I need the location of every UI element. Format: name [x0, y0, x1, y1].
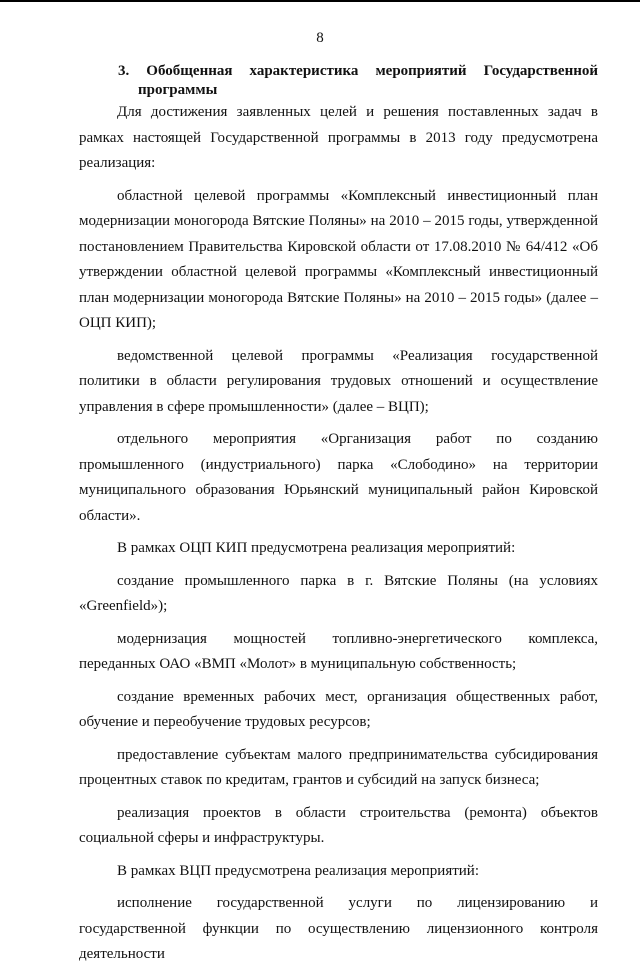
paragraph-kip-measures-intro: В рамках ОЦП КИП предусмотрена реализация мероприятий: [117, 540, 516, 556]
section-heading [118, 62, 598, 100]
page-number: 8 [316, 30, 324, 46]
paragraph-social-infrastructure: реализация проектов в области строительства (ремонта) объектов социальной сферы и инфраструктуры. [79, 804, 598, 846]
paragraph-small-business-support: предоставление субъектам малого предпринимательства субсидирования процентных ставок по кредитам, грантов и субсидий на запуск бизнеса; [79, 746, 598, 788]
document-body [79, 100, 598, 975]
paragraph-program-kip: областной целевой программы «Комплексный инвестиционный план модернизации моногорода Вятские Поляны» на 2010 – 2015 годы, утвержденной постановлением Правительства Кировской области от 17.08.2010 № 64/412 «Об утверждении областной целевой программы «Комплексный инвестиционный план модернизации моногорода Вятские Поляны» на 2010 – 2015 годы» (далее – ОЦП КИП); [79, 187, 598, 331]
paragraph-energy-modernization: модернизация мощностей топливно-энергетического комплекса, переданных ОАО «ВМП «Молот» в муниципальную собственность; [79, 630, 598, 672]
section-heading-line-1: 3. Обобщенная характеристика мероприятий Государственной [118, 63, 598, 79]
paragraph-program-vcp: ведомственной целевой программы «Реализация государственной политики в области регулирования трудовых отношений и осуществление управления в сфере промышленности» (далее – ВЦП); [79, 347, 598, 415]
top-border-line [0, 0, 640, 2]
paragraph-licensing: исполнение государственной услуги по лицензированию и государственной функции по осуществлению лицензионного контроля деятельности [79, 895, 598, 962]
paragraph-industrial-park: создание промышленного парка в г. Вятские Поляны (на условиях «Greenfield»); [79, 572, 598, 614]
section-heading-line-2: программы [138, 82, 218, 98]
paragraph-slobodino-park: отдельного мероприятия «Организация работ по созданию промышленного (индустриального) парка «Слободино» на территории муниципального образования Юрьянский муниципальный район Кировской области». [79, 431, 598, 524]
paragraph-vcp-measures-intro: В рамках ВЦП предусмотрена реализация мероприятий: [117, 862, 480, 879]
paragraph-temporary-jobs: создание временных рабочих мест, организация общественных работ, обучение и переобучение трудовых ресурсов; [79, 688, 598, 730]
paragraph-intro: Для достижения заявленных целей и решения поставленных задач в рамках настоящей Государственной программы в 2013 году предусмотрена реализация: [79, 104, 598, 171]
